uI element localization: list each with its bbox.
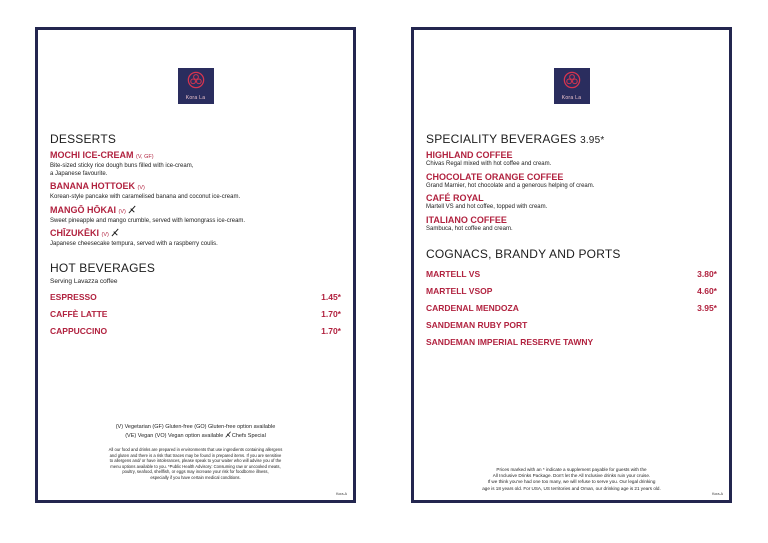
footer-line: All Inclusive Drinks Package. Don't let the All Inclusive drinks ruin your cruise. <box>492 473 651 479</box>
speciality-title: SPECIALITY BEVERAGES <box>426 132 577 146</box>
beverage-name: ESPRESSO <box>50 292 97 302</box>
disclaimer-line: menu options available to you. *Public Health Advisory: Consuming raw or uncooked meats, <box>110 463 281 469</box>
kora-la-logo <box>178 68 214 104</box>
cognac-row <box>426 282 717 299</box>
cognac-row <box>426 299 717 316</box>
kora-la-logo <box>554 68 590 104</box>
dessert-item <box>50 150 341 178</box>
beverage-price: 1.45* <box>321 292 341 302</box>
allergen-disclaimer <box>48 447 343 481</box>
speciality-price: 3.95* <box>580 135 605 146</box>
speciality-name: CAFÉ ROYAL <box>426 193 484 203</box>
left-content <box>50 132 341 340</box>
dietary-legend <box>48 423 343 440</box>
speciality-desc: Chivas Regal mixed with hot coffee and cream. <box>426 161 552 167</box>
legend-line: (V) Vegetarian (GF) Gluten-free (GO) Gluten-free option available <box>115 424 276 430</box>
cognac-price: 4.60* <box>697 285 717 296</box>
dessert-tags: (V, GF) <box>136 154 154 160</box>
hot-beverages-subtitle: Serving Lavazza coffee <box>50 277 118 285</box>
cognac-price: 3.80* <box>697 268 717 279</box>
chef-special-icon <box>111 228 120 237</box>
hot-beverages-heading: HOT BEVERAGES <box>50 260 156 275</box>
dessert-desc: Korean-style pancake with caramelised banana and coconut ice-cream. <box>50 194 241 200</box>
desserts-heading: DESSERTS <box>50 132 117 146</box>
right-content <box>426 132 717 350</box>
cognac-name: MARTELL VSOP <box>426 285 493 296</box>
dessert-name: MOCHI ICE-CREAM <box>50 150 134 160</box>
cognac-row <box>426 316 717 333</box>
dessert-desc: Bite-sized sticky rice dough buns filled with ice-cream, <box>50 163 194 169</box>
cognac-name: CARDENAL MENDOZA <box>426 302 519 313</box>
footer-line: age is 18 years old. For USA, US territories and Oman, our drinking age is 21 years old. <box>482 485 661 491</box>
disclaimer-line: especially if you have certain medical conditions. <box>150 474 241 480</box>
beverage-name: CAPPUCCINO <box>50 326 108 336</box>
speciality-item <box>426 150 717 169</box>
speciality-name: ITALIANO COFFEE <box>426 214 507 225</box>
speciality-item <box>426 193 717 212</box>
legend-text: Chefs Special <box>231 433 266 439</box>
footer-line: Prices marked with an * indicate a supplement payable for guests with the <box>496 467 647 472</box>
disclaimer-line: All our food and drinks are prepared in environments that use ingredients containing allergens <box>108 447 283 452</box>
speciality-item <box>426 172 717 191</box>
footer-line: If we think you've had one too many, we will refuse to serve you. Our legal drinking <box>487 479 656 485</box>
legend-line <box>48 431 343 440</box>
cognac-name: MARTELL VS <box>426 268 481 279</box>
disclaimer-line: poultry, seafood, shellfish, or eggs may increase your risk for foodborne illness, <box>122 469 269 475</box>
dessert-item <box>50 228 341 249</box>
dessert-desc: a Japanese favourite. <box>50 170 108 177</box>
beverage-price: 1.70* <box>321 309 341 319</box>
dessert-tags: (V) <box>137 185 145 191</box>
menu-code: Kora-A <box>336 492 347 496</box>
speciality-name: HIGHLAND COFFEE <box>426 150 513 160</box>
cognac-name: SANDEMAN RUBY PORT <box>426 319 528 330</box>
cognac-row <box>426 265 717 282</box>
speciality-desc: Grand Marnier, hot chocolate and a generous helping of cream. <box>426 182 595 189</box>
legend-text: (VE) Vegan (VO) Vegan option available <box>125 433 224 439</box>
logo-wordmark: Kora La <box>561 95 582 101</box>
beverage-row <box>50 323 341 340</box>
logo-wordmark: Kora La <box>185 95 206 101</box>
dessert-tags: (V) <box>101 232 109 238</box>
dessert-name: CHĪZUKĒKI <box>50 228 99 238</box>
dessert-item <box>50 205 341 226</box>
cognac-price: 3.95* <box>697 302 717 313</box>
disclaimer-line: and gluten and there is a risk that traces may be found in prepared items. If you are sensitive <box>109 452 282 458</box>
beverage-price: 1.70* <box>321 326 341 336</box>
beverage-row <box>50 289 341 306</box>
flower-emblem-icon <box>187 71 205 89</box>
menu-code: Kora-A <box>712 492 723 496</box>
cognacs-heading: COGNACS, BRANDY AND PORTS <box>426 247 621 261</box>
dessert-name: MANGŌ HŌKAI <box>50 204 116 215</box>
beverage-row <box>50 306 341 323</box>
dessert-item <box>50 181 341 202</box>
chef-special-icon <box>128 205 137 214</box>
speciality-heading <box>426 132 717 146</box>
flower-emblem-icon <box>563 71 581 89</box>
dessert-desc: Japanese cheesecake tempura, served with a raspberry coulis. <box>50 241 218 247</box>
speciality-name: CHOCOLATE ORANGE COFFEE <box>426 171 564 182</box>
dessert-desc: Sweet pineapple and mango crumble, served with lemongrass ice-cream. <box>50 217 246 224</box>
cognac-row <box>426 333 717 350</box>
speciality-item <box>426 215 717 234</box>
dessert-name: BANANA HOTTOEK <box>50 181 135 191</box>
speciality-desc: Sambuca, hot coffee and cream. <box>426 225 513 232</box>
dessert-tags: (V) <box>118 208 126 215</box>
drinks-package-note <box>426 467 717 492</box>
desserts-menu-card <box>35 27 356 503</box>
chef-special-icon <box>225 431 232 438</box>
drinks-menu-card <box>411 27 732 503</box>
beverage-name: CAFFÈ LATTE <box>50 309 108 319</box>
cognac-name: SANDEMAN IMPERIAL RESERVE TAWNY <box>426 336 594 347</box>
disclaimer-line: to allergens and/ or have intolerances, please speak to your waiter who will advise you of the <box>109 458 282 464</box>
speciality-desc: Martell VS and hot coffee, topped with cream. <box>426 204 548 210</box>
